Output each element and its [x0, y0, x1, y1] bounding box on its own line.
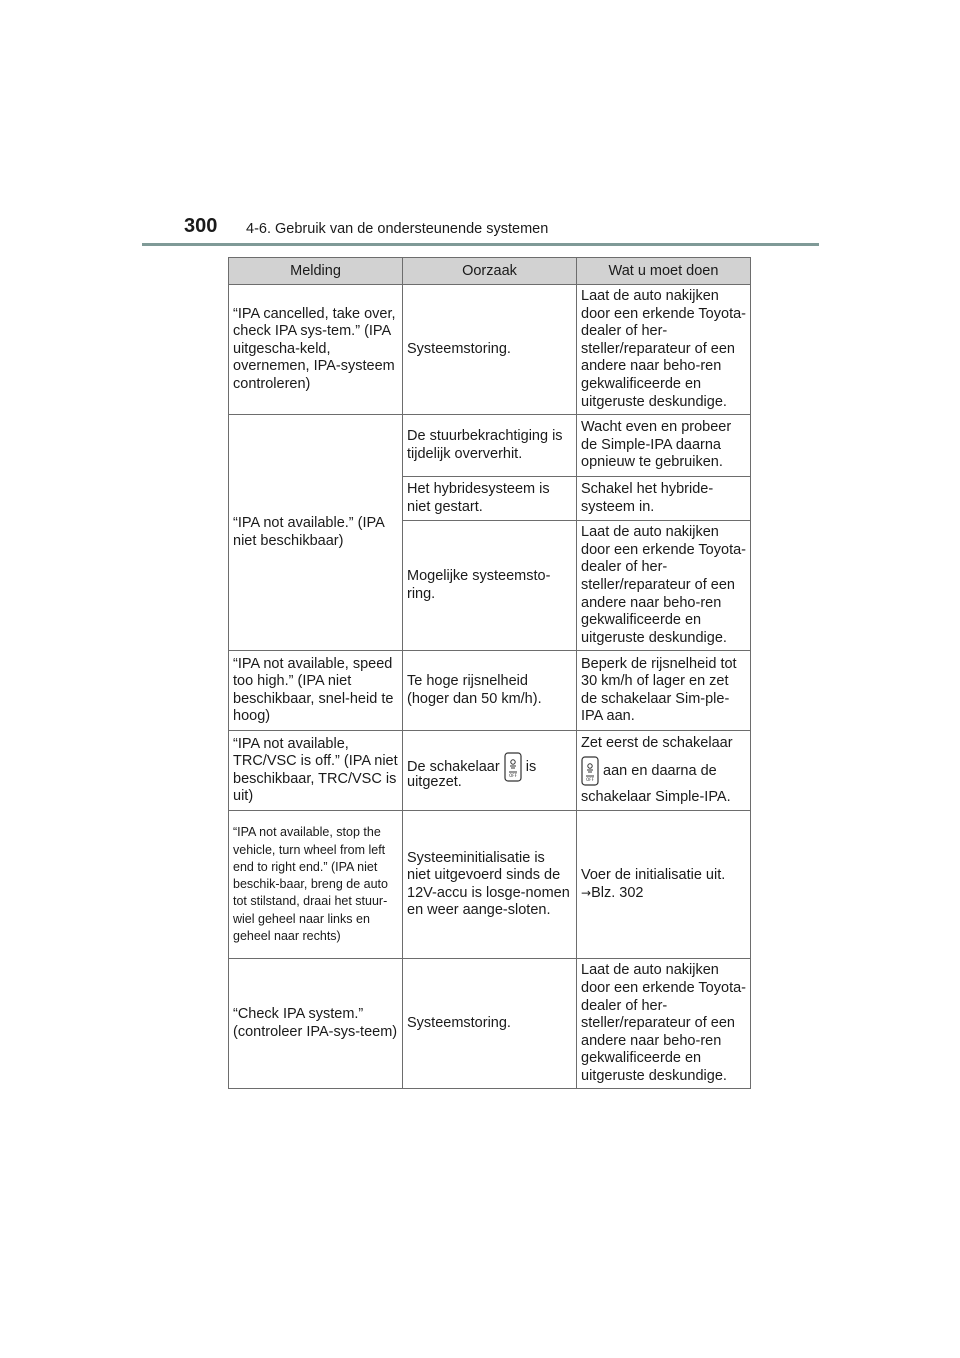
action-cell	[577, 811, 751, 959]
cause-cell: Systeemstoring.	[403, 285, 577, 415]
message-cell: “IPA not available, stop the vehicle, turn wheel from left end to right end.” (IPA niet beschik-baar, breng de auto tot stilstand, draai het stuur-wiel geheel naar links en geheel naar rechts)	[229, 811, 403, 959]
action-cell: Laat de auto nakijken door een erkende Toyota-dealer of her-steller/reparateur of een andere naar beho-ren gekwalificeerde en uitgeruste deskundige.	[577, 285, 751, 415]
action-line-1: Voer de initialisatie uit.	[581, 867, 726, 884]
cause-text-before: De schakelaar	[407, 758, 500, 775]
cause-cell: Mogelijke systeemsto-ring.	[403, 521, 577, 651]
action-cell: Wacht even en probeer de Simple-IPA daarna opnieuw te gebruiken.	[577, 415, 751, 477]
message-cell: “IPA not available, TRC/VSC is off.” (IPA niet beschikbaar, TRC/VSC is uit)	[229, 731, 403, 811]
arrow-icon: →	[581, 885, 592, 900]
table-row	[229, 651, 751, 731]
header-rule	[142, 243, 819, 246]
page-reference-link[interactable]: Blz. 302	[591, 884, 644, 901]
column-header-action: Wat u moet doen	[577, 258, 751, 285]
action-line-3: schakelaar Simple-IPA.	[581, 788, 731, 805]
column-header-cause: Oorzaak	[403, 258, 577, 285]
cause-cell: Het hybridesysteem is niet gestart.	[403, 477, 577, 521]
action-cell: Beperk de rijsnelheid tot 30 km/h of lager en zet de schakelaar Sim-ple-IPA aan.	[577, 651, 751, 731]
vsc-off-switch-icon	[504, 752, 522, 782]
page-number: 300	[184, 215, 218, 237]
action-line-1: Zet eerst de schakelaar	[581, 735, 733, 752]
action-cell: Schakel het hybride-systeem in.	[577, 477, 751, 521]
cause-text-after: is	[525, 758, 537, 775]
message-cell: “IPA not available, speed too high.” (IPA niet beschikbaar, snel-heid te hoog)	[229, 651, 403, 731]
cause-cell: De stuurbekrachtiging is tijdelijk oververhit.	[403, 415, 577, 477]
section-title: 4-6. Gebruik van de ondersteunende systemen	[246, 221, 549, 237]
cause-cell: Systeeminitialisatie is niet uitgevoerd sinds de 12V-accu is losge-nomen en weer aange-sloten.	[403, 811, 577, 959]
message-table	[228, 257, 751, 1089]
vsc-off-switch-icon	[581, 756, 599, 786]
message-cell: “Check IPA system.” (controleer IPA-sys-teem)	[229, 959, 403, 1089]
message-cell: “IPA not available.” (IPA niet beschikbaar)	[229, 415, 403, 651]
table-row	[229, 415, 751, 477]
table-row	[229, 959, 751, 1089]
action-cell: Laat de auto nakijken door een erkende Toyota-dealer of her-steller/reparateur of een andere naar beho-ren gekwalificeerde en uitgeruste deskundige.	[577, 959, 751, 1089]
cause-text-line2: uitgezet.	[407, 773, 462, 790]
svg-text:OFF: OFF	[586, 776, 594, 782]
cause-cell: Systeemstoring.	[403, 959, 577, 1089]
table-row	[229, 811, 751, 959]
cause-cell: Te hoge rijsnelheid (hoger dan 50 km/h).	[403, 651, 577, 731]
table-row	[229, 731, 751, 811]
cause-cell	[403, 731, 577, 811]
action-cell: Laat de auto nakijken door een erkende Toyota-dealer of her-steller/reparateur of een andere naar beho-ren gekwalificeerde en uitgeruste deskundige.	[577, 521, 751, 651]
column-header-message: Melding	[229, 258, 403, 285]
action-line-2: aan en daarna de	[603, 762, 717, 779]
table-header-row	[229, 258, 751, 285]
table-row	[229, 285, 751, 415]
svg-text:OFF: OFF	[508, 772, 517, 778]
action-cell	[577, 731, 751, 811]
message-cell: “IPA cancelled, take over, check IPA sys-tem.” (IPA uitgescha-keld, overnemen, IPA-systeem controleren)	[229, 285, 403, 415]
